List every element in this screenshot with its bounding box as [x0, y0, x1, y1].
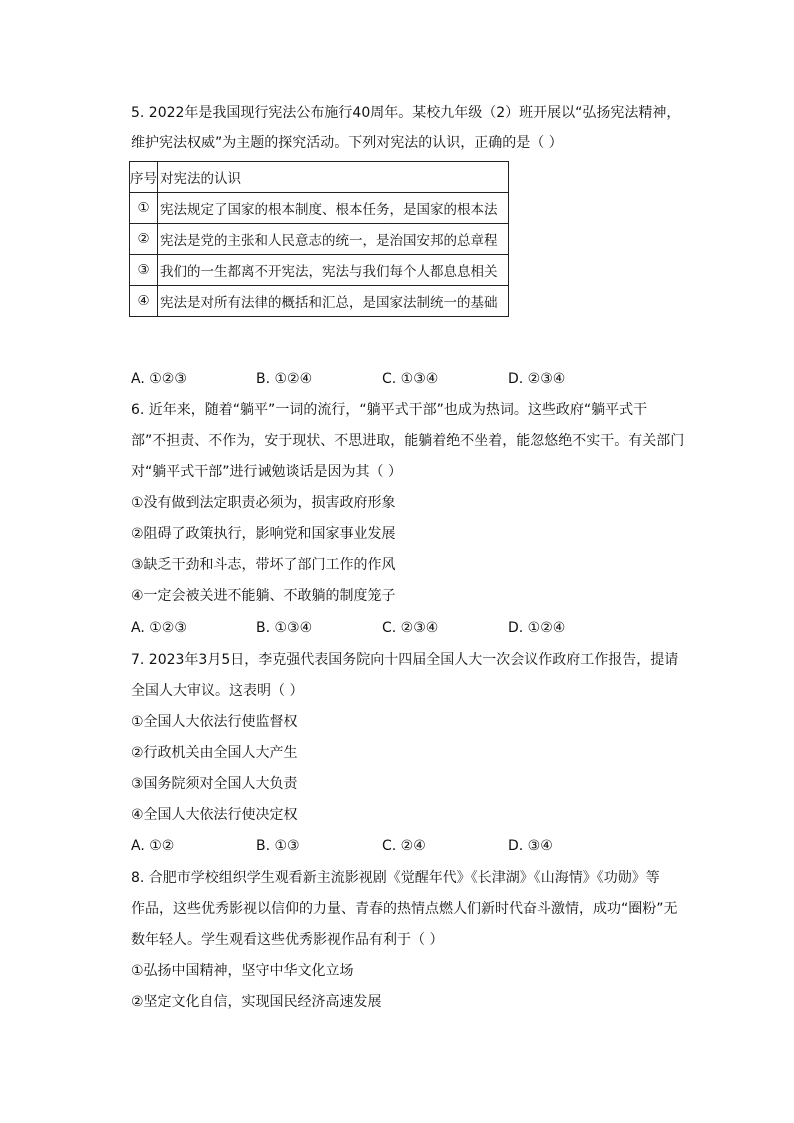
q7-item-3: ③国务院须对全国人大负责	[131, 776, 298, 792]
q6-stem-line1: 6. 近年来，随着“躺平”一词的流行，“躺平式干部”也成为热词。这些政府“躺平式干	[131, 402, 648, 418]
table-row	[130, 224, 509, 255]
q8-item-1: ①弘扬中国精神，坚守中华文化立场	[131, 963, 354, 979]
table-row	[130, 193, 509, 224]
q6-option-c[interactable]: C. ②③④	[382, 620, 439, 636]
table-row	[130, 255, 509, 286]
q7-stem-line2: 全国人大审议。这表明（ ）	[131, 683, 304, 699]
table-cell-content: 我们的一生都离不开宪法，宪法与我们每个人都息息相关	[158, 255, 509, 286]
q5-option-b[interactable]: B. ①②④	[256, 371, 313, 387]
q7-option-c[interactable]: C. ②④	[382, 838, 426, 854]
table-header-index: 序号	[130, 162, 158, 193]
q7-item-4: ④全国人大依法行使决定权	[131, 807, 298, 823]
table-row	[130, 286, 509, 317]
q6-item-1: ①没有做到法定职责必须为，损害政府形象	[131, 495, 396, 511]
q5-stem-line2: 维护宪法权威”为主题的探究活动。下列对宪法的认识，正确的是（ ）	[131, 135, 563, 151]
table-cell-content: 宪法是党的主张和人民意志的统一，是治国安邦的总章程	[158, 224, 509, 255]
q7-item-2: ②行政机关由全国人大产生	[131, 745, 298, 761]
table-header-content: 对宪法的认识	[158, 162, 509, 193]
q8-item-2: ②坚定文化自信，实现国民经济高速发展	[131, 994, 382, 1010]
table-cell-index: ③	[130, 255, 158, 286]
q5-stem-line1: 5. 2022年是我国现行宪法公布施行40周年。某校九年级（2）班开展以“弘扬宪法精神，	[131, 105, 681, 121]
q7-option-b[interactable]: B. ①③	[256, 838, 300, 854]
table-cell-index: ②	[130, 224, 158, 255]
q7-option-d[interactable]: D. ③④	[508, 838, 553, 854]
q5-option-a[interactable]: A. ①②③	[131, 371, 187, 387]
table-cell-content: 宪法是对所有法律的概括和汇总，是国家法制统一的基础	[158, 286, 509, 317]
q6-option-a[interactable]: A. ①②③	[131, 620, 187, 636]
table-cell-content: 宪法规定了国家的根本制度、根本任务，是国家的根本法	[158, 193, 509, 224]
q6-item-3: ③缺乏干劲和斗志，带坏了部门工作的作风	[131, 557, 396, 573]
q8-stem-line1: 8. 合肥市学校组织学生观看新主流影视剧《觉醒年代》《长津湖》《山海情》《功勋》等	[131, 870, 660, 886]
q5-options	[131, 369, 691, 389]
q6-options	[131, 618, 691, 638]
q6-item-2: ②阻碍了政策执行，影响党和国家事业发展	[131, 526, 396, 542]
q8-stem-line3: 数年轻人。学生观看这些优秀影视作品有利于（ ）	[131, 932, 444, 948]
q6-option-b[interactable]: B. ①③④	[256, 620, 313, 636]
q6-item-4: ④一定会被关进不能躺、不敢躺的制度笼子	[131, 588, 396, 604]
table-cell-index: ④	[130, 286, 158, 317]
q7-options	[131, 836, 691, 856]
table-cell-index: ①	[130, 193, 158, 224]
q7-option-a[interactable]: A. ①②	[131, 838, 175, 854]
q6-stem-line2: 部”不担责、不作为，安于现状、不思进取，能躺着绝不坐着，能忽悠绝不实干。有关部门	[131, 433, 685, 449]
q5-table	[129, 161, 509, 317]
q7-stem-line1: 7. 2023年3月5日，李克强代表国务院向十四届全国人大一次会议作政府工作报告，提请	[131, 652, 679, 668]
table-header-row	[130, 162, 509, 193]
q6-stem-line3: 对“躺平式干部”进行诫勉谈话是因为其（ ）	[131, 464, 402, 480]
q6-option-d[interactable]: D. ①②④	[508, 620, 566, 636]
q5-option-c[interactable]: C. ①③④	[382, 371, 439, 387]
q7-item-1: ①全国人大依法行使监督权	[131, 714, 298, 730]
q5-option-d[interactable]: D. ②③④	[508, 371, 566, 387]
q8-stem-line2: 作品，这些优秀影视以信仰的力量、青春的热情点燃人们新时代奋斗激情，成功“圈粉”无	[131, 901, 678, 917]
